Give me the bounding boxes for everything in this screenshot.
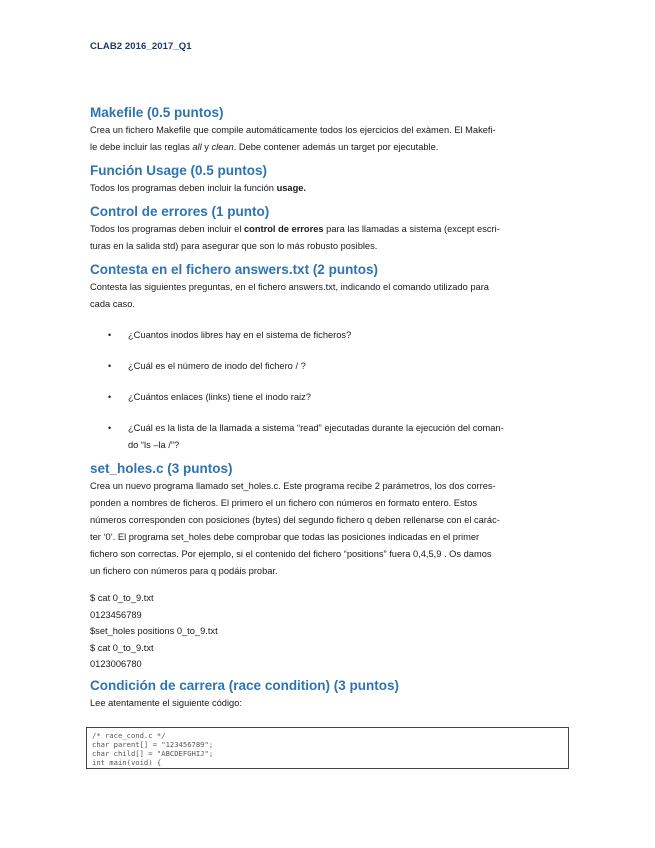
command-examples <box>90 590 566 673</box>
command-line: 0123456789 <box>90 609 142 620</box>
list-item <box>108 420 566 454</box>
code-block <box>86 727 569 769</box>
question-text: ¿Cuál es el número de inodo del fichero / ? <box>128 361 306 371</box>
question-text: ¿Cuántos enlaces (links) tiene el inodo raiz? <box>128 392 311 402</box>
set-holes-line: fichero son correctas. Por ejemplo, si el contenido del fichero “positions” fuera 0,4,5,9 . Os damos <box>90 549 492 559</box>
set-holes-line: ponden a nombres de ficheros. El primero el un fichero con números en formato entero. Estos <box>90 498 478 508</box>
questions-list <box>90 327 566 454</box>
makefile-line-2a: le debe incluir las reglas <box>90 142 193 152</box>
answers-line-2: cada caso. <box>90 299 135 309</box>
document-content <box>90 104 566 712</box>
errors-bold: control de errores <box>244 224 324 234</box>
set-holes-line: un fichero con números para q podáis probar. <box>90 566 278 576</box>
list-item <box>108 389 566 406</box>
race-paragraph: Lee atentamente el siguiente código: <box>90 697 242 708</box>
usage-text: Todos los programas deben incluir la función <box>90 183 277 193</box>
command-line: 0123006780 <box>90 659 142 669</box>
code-line: char parent[] = "123456789"; <box>92 740 214 749</box>
rule-clean: clean <box>211 142 234 152</box>
set-holes-line: números corresponden con posiciones (bytes) del segundo fichero q deben rellenarse con el carác- <box>90 515 500 525</box>
errors-text-b: para las llamadas a sistema (except escri- <box>323 224 500 234</box>
section-title-errors: Control de errores (1 punto) <box>90 204 270 219</box>
makefile-paragraph <box>90 122 566 156</box>
set-holes-paragraph <box>90 478 566 580</box>
command-line: $ cat 0_to_9.txt <box>90 642 154 653</box>
makefile-line-2b: . Debe contener además un target por ejecutable. <box>233 142 439 152</box>
answers-paragraph <box>90 279 566 313</box>
bullet-icon: • <box>108 330 112 340</box>
makefile-and: y <box>201 142 212 152</box>
section-title-makefile: Makefile (0.5 puntos) <box>90 105 224 120</box>
bullet-icon: • <box>108 423 112 433</box>
makefile-line-1: Crea un fichero Makefile que compile automáticamente todos los ejercicios del exàmen. El Makefi- <box>90 125 496 135</box>
code-line: int main(void) { <box>92 758 162 767</box>
command-line: $set_holes positions 0_to_9.txt <box>90 626 218 636</box>
section-title-answers: Contesta en el fichero answers.txt (2 puntos) <box>90 262 379 277</box>
answers-line-1: Contesta las siguientes preguntas, en el fichero answers.txt, indicando el comando utilizado para <box>90 282 489 292</box>
rule-all: all <box>192 142 202 152</box>
code-line: char child[] = "ABCDEFGHIJ"; <box>92 749 214 758</box>
section-title-usage: Función Usage (0.5 puntos) <box>90 163 268 178</box>
section-title-race: Condición de carrera (race condition) (3 puntos) <box>90 677 400 693</box>
question-text: ¿Cuál es la lista de la llamada a sistema “read” ejecutadas durante la ejecución del coman- <box>128 423 504 433</box>
code-line: /* race_cond.c */ <box>92 731 166 740</box>
page-header: CLAB2 2016_2017_Q1 <box>90 41 192 52</box>
bullet-icon: • <box>108 392 112 402</box>
errors-paragraph <box>90 221 566 255</box>
question-text-cont: do “ls –la /”? <box>128 440 180 450</box>
set-holes-line: Crea un nuevo programa llamado set_holes.c. Este programa recibe 2 parámetros, los dos corres- <box>90 481 496 491</box>
command-line: $ cat 0_to_9.txt <box>90 593 154 603</box>
question-text: ¿Cuantos inodos libres hay en el sistema de ficheros? <box>128 330 352 340</box>
bullet-icon: • <box>108 361 112 371</box>
usage-paragraph <box>90 180 566 197</box>
list-item <box>108 327 566 344</box>
set-holes-line: ter ‘0’. El programa set_holes debe comprobar que todas las posiciones indicadas en el primer <box>90 532 480 542</box>
list-item <box>108 358 566 375</box>
section-title-set-holes: set_holes.c (3 puntos) <box>90 461 233 476</box>
errors-line-2: turas en la salida std) para asegurar que son lo más robusto posibles. <box>90 241 378 251</box>
errors-text-a: Todos los programas deben incluir el <box>90 224 244 234</box>
usage-bold: usage. <box>276 183 307 193</box>
